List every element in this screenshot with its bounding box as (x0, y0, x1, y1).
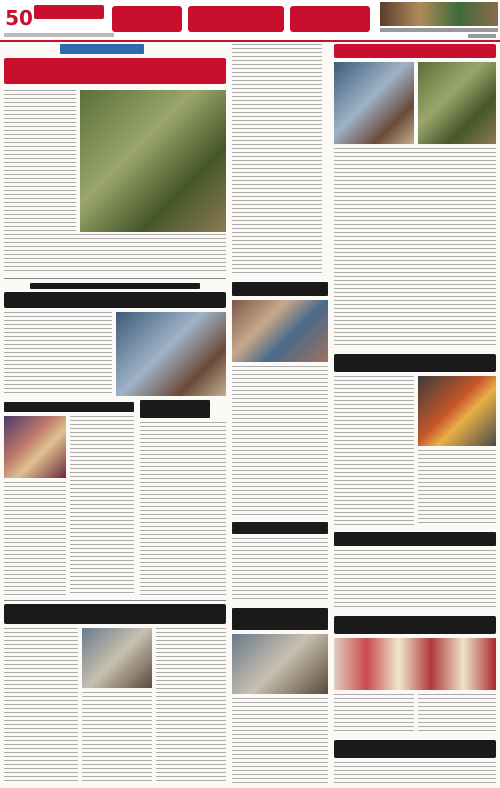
lead-body (4, 90, 76, 232)
lead-headline (4, 58, 226, 84)
article10-headline (334, 532, 496, 546)
article3-photo (4, 416, 66, 478)
article6-headline (232, 282, 328, 296)
article8-body (334, 148, 496, 348)
article9-body (334, 376, 414, 526)
article9-body-2 (418, 450, 496, 526)
article7-body-2 (232, 698, 328, 784)
article5-body (4, 628, 78, 784)
article8-photo-1 (334, 62, 414, 144)
article3-headline (4, 402, 134, 412)
article8-headline (334, 44, 496, 58)
page-number (468, 34, 496, 38)
promo-caption (380, 28, 498, 32)
dateline (4, 33, 114, 37)
article6-photo (232, 300, 328, 362)
article7-body (232, 538, 328, 602)
article5-headline (4, 604, 226, 624)
article9-photo (418, 376, 496, 446)
article11-headline (334, 616, 496, 634)
article7-headline (232, 522, 328, 534)
article6-body (232, 366, 328, 516)
article5-body-3 (156, 628, 226, 784)
lead-photo-road-repair (80, 90, 226, 232)
article8-photo-2 (418, 62, 496, 144)
article11-photo-trainees (334, 638, 496, 690)
article2-headline (4, 292, 226, 308)
article12-headline (334, 740, 496, 758)
article12-body (334, 762, 496, 784)
section-kicker (60, 44, 144, 54)
article4-headline (140, 400, 210, 418)
article3-body (70, 416, 134, 596)
article4-body (140, 422, 226, 596)
article2-body (4, 312, 112, 396)
article13-body (418, 694, 496, 734)
promo-photo (380, 2, 498, 26)
column-mid-body (232, 44, 322, 274)
article2-subhead (30, 283, 200, 289)
article11-body (334, 694, 414, 734)
article2-photo (116, 312, 226, 396)
lead-body-continued (4, 234, 226, 274)
article9-headline (334, 354, 496, 372)
article7-photo (232, 634, 328, 694)
article3-body-2 (4, 482, 66, 596)
jubilee-logo: 50 (5, 6, 33, 30)
newspaper-brand (34, 5, 104, 19)
divider (4, 600, 226, 601)
article10-body (334, 550, 496, 610)
article5-photo (82, 628, 152, 688)
page-title (112, 2, 374, 36)
divider (4, 278, 226, 279)
article5-body-2 (82, 692, 152, 784)
article7-subhead (232, 608, 328, 630)
